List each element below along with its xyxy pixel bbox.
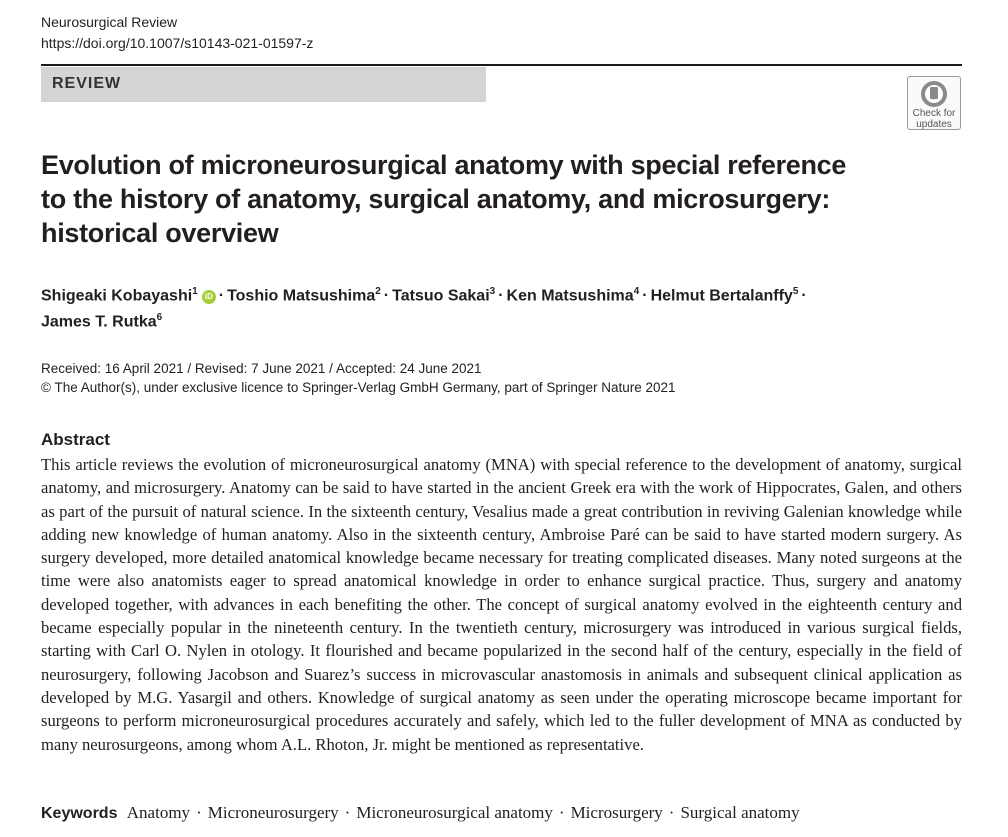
article-type-label: REVIEW <box>52 75 122 92</box>
author-affiliation: 2 <box>375 286 381 297</box>
check-updates-line2: updates <box>916 119 952 130</box>
keyword-separator: · <box>668 803 675 822</box>
author-name[interactable]: Toshio Matsushima <box>227 287 376 305</box>
check-updates-line1: Check for <box>912 108 956 119</box>
article-dates: Received: 16 April 2021 / Revised: 7 June 2021 / Accepted: 24 June 2021 <box>41 361 482 376</box>
copyright-notice: © The Author(s), under exclusive licence to Springer-Verlag GmbH Germany, part of Springer Nature 2021 <box>41 380 676 395</box>
author-separator: · <box>801 287 807 305</box>
keyword-separator: · <box>344 803 351 822</box>
author-affiliation: 6 <box>156 312 163 324</box>
article-title: Evolution of microneurosurgical anatomy with special reference to the history of anatomy, surgical anatomy, and microsurgery: historical overview <box>41 150 847 248</box>
author-affiliation: 3 <box>489 286 496 297</box>
author-name[interactable]: James T. Rutka <box>41 313 157 331</box>
check-for-updates-badge[interactable] <box>907 76 961 130</box>
author-separator: · <box>642 287 648 305</box>
orcid-icon[interactable]: iD <box>202 290 216 304</box>
author-affiliation: 4 <box>633 286 640 297</box>
author-affiliation: 1 <box>192 286 198 297</box>
doi-link[interactable]: https://doi.org/10.1007/s10143-021-01597-z <box>41 35 314 51</box>
keywords-label: Keywords <box>41 805 118 822</box>
keyword[interactable]: Microsurgery <box>570 803 663 822</box>
keyword-separator: · <box>558 803 565 822</box>
author-name[interactable]: Tatsuo Sakai <box>392 287 490 305</box>
author-affiliation: 5 <box>792 286 799 297</box>
header-rule <box>41 64 962 66</box>
author-name[interactable]: Helmut Bertalanffy <box>650 287 793 305</box>
author-separator: · <box>218 287 225 305</box>
keyword[interactable]: Surgical anatomy <box>680 803 800 822</box>
check-updates-icon <box>920 80 948 108</box>
abstract-text: This article reviews the evolution of microneurosurgical anatomy (MNA) with special reference to the development of anatomy, surgical anatomy, and microsurgery. Anatomy can be said to have started in the ancient Greek era with the work of Hippocrates, Galen, and others as part of the pursuit of natural science. In the sixteenth century, Vesalius made a great contribution in reviving Galenian knowledge while adding new knowledge of human anatomy. Also in the sixteenth century, Ambroise Paré can be said to have started modern surgery. As surgery developed, more detailed anatomical knowledge became necessary for treating complicated diseases. Many noted surgeons at the time were also anatomists eager to spread anatomical knowledge in order to enhance surgical practice. Thus, surgery and anatomy developed together, with advances in each benefiting the other. The concept of surgical anatomy evolved in the eighteenth century and became especially popular in the nineteenth century. In the twentieth century, microsurgery was introduced in various surgical fields, starting with Carl O. Nylen in otology. It flourished and became popularized in the second half of the century, especially in the field of neurosurgery, following Jacobson and Suarez’s success in microvascular anastomosis in animals and subsequent clinical application as developed by M.G. Yasargil and others. Knowledge of surgical anatomy as seen under the operating microscope became important for surgeons to perform microneurosurgical procedures accurately and safely, which led to the fuller development of MNA as conducted by many neurosurgeons, among whom A.L. Rhoton, Jr. might be mentioned as representative. <box>41 455 962 754</box>
author-list <box>41 281 921 334</box>
abstract-heading: Abstract <box>41 430 110 449</box>
author-separator: · <box>383 287 390 305</box>
author-name[interactable]: Shigeaki Kobayashi <box>41 287 193 305</box>
keywords-line <box>41 803 800 823</box>
journal-name: Neurosurgical Review <box>41 14 178 30</box>
keyword[interactable]: Microneurosurgery <box>207 803 339 822</box>
keyword[interactable]: Microneurosurgical anatomy <box>356 803 553 822</box>
author-name[interactable]: Ken Matsushima <box>506 287 634 305</box>
keyword-separator: · <box>196 803 202 822</box>
keyword[interactable]: Anatomy <box>126 803 191 822</box>
author-separator: · <box>498 287 504 305</box>
